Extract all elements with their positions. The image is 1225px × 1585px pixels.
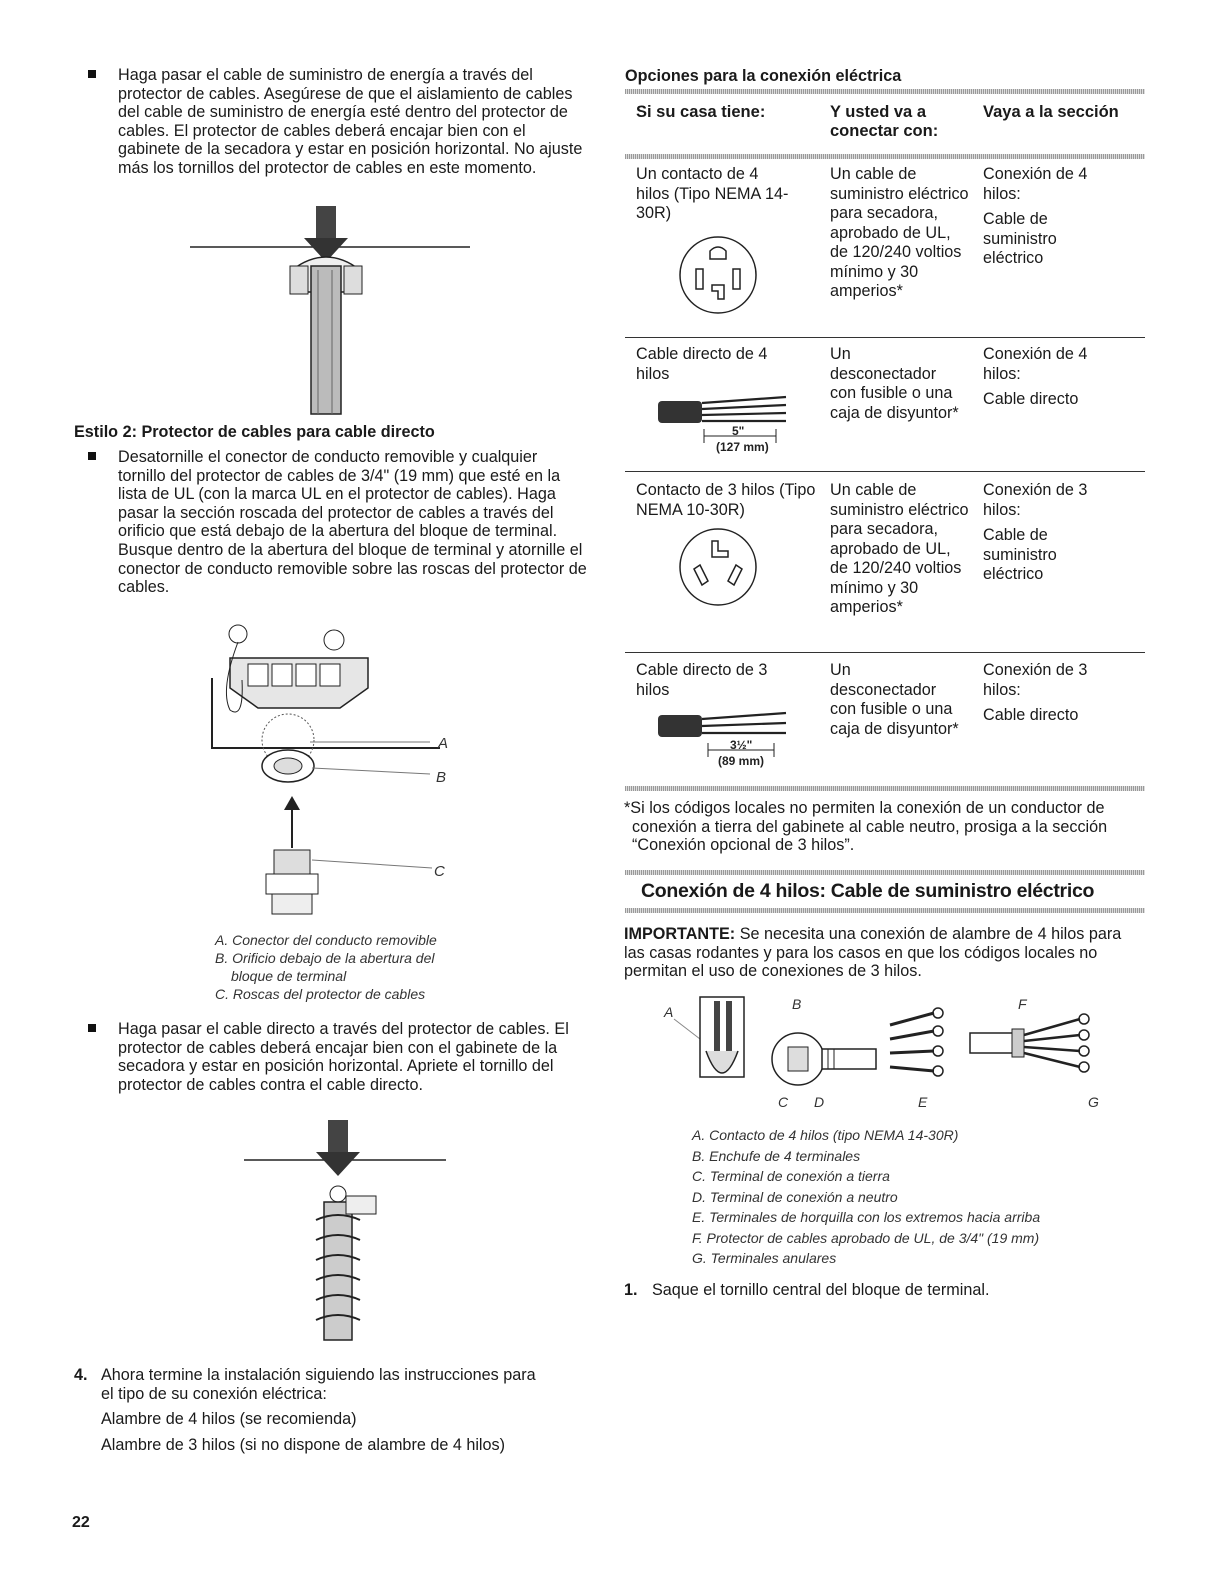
section-sub: Cable de suministro eléctrico [983, 526, 1057, 583]
section-name: Conexión de 4 hilos: [983, 165, 1088, 203]
step-text: Saque el tornillo central del bloque de terminal. [652, 1281, 990, 1299]
step-option: Alambre de 4 hilos (se recomienda) [101, 1410, 357, 1429]
left-column [88, 66, 598, 178]
label-f: F [1018, 996, 1027, 1012]
power-cord [311, 266, 341, 414]
dim-metric: (89 mm) [718, 754, 765, 768]
dim-length: 5" [732, 424, 745, 438]
step-option: Alambre de 3 hilos (si no dispone de alambre de 4 hilos) [101, 1435, 506, 1454]
row-divider [625, 652, 1145, 653]
connector-inner [274, 758, 302, 774]
cell-house: Un contacto de 4 hilos (Tipo NEMA 14-30R) [636, 165, 789, 222]
table-row [636, 345, 1146, 465]
label-d: D [814, 1094, 825, 1110]
screw-head [330, 1186, 346, 1202]
terminal-block-figure [200, 620, 470, 920]
direct-cable-4-icon [646, 391, 806, 457]
label-b: B [792, 996, 802, 1012]
section-sub: Cable directo [983, 390, 1079, 408]
step-4 [74, 1366, 574, 1454]
outlet-4-prong-icon [676, 233, 760, 317]
strain-relief [1012, 1029, 1024, 1057]
label-a: A [664, 1004, 674, 1020]
step-text: Ahora termine la instalación siguiendo las instrucciones para el tipo de su conexión eléctrica: [101, 1366, 536, 1403]
caption-line: E. Terminales de horquilla con los extremos hacia arriba [692, 1209, 1041, 1225]
caption-line: B. Orificio debajo de la abertura del [215, 950, 435, 966]
cell-section [983, 481, 1143, 585]
terminal-screw [296, 664, 316, 686]
important-paragraph [624, 925, 1139, 981]
left-column-3 [88, 1020, 598, 1094]
cell-section [983, 165, 1143, 269]
bullet-paragraph [88, 448, 598, 597]
caption-line: D. Terminal de conexión a neutro [692, 1188, 898, 1205]
bullet-icon [88, 452, 96, 460]
clamp-ear-right [344, 266, 362, 294]
clamp-body [266, 874, 318, 894]
leader-c [312, 860, 432, 868]
terminal-screw [248, 664, 268, 686]
bullet-text: Desatornille el conector de conducto removible y cualquier tornillo del protector de cables de 3/4" (19 mm) que esté en la lista de UL (con la marca UL en el protector de cables). Haga pasar la sección roscada del protector de cables a través del orificio que está debajo de la abertura del bloque de terminal. Busque dentro de la abertura del bloque de terminal y atornille el conector de conducto removible sobre las roscas del protector de cables. [118, 448, 587, 597]
dim-length: 3½" [730, 738, 753, 752]
bullet-text: Haga pasar el cable directo a través del protector de cables. El protector de cables deberá encajar bien con el gabinete de la secadora y estar en posición horizontal. Apriete el tornillo del protector de cables contra el cable directo. [118, 1020, 569, 1094]
leader-b [312, 768, 430, 774]
caption-line: B. Enchufe de 4 terminales [692, 1147, 861, 1164]
important-label: IMPORTANTE: [624, 925, 736, 943]
hatched-rule [625, 154, 1145, 159]
green-ground-screw [229, 625, 247, 643]
thread-section [274, 850, 310, 874]
hatched-rule [625, 786, 1145, 791]
left-column-2 [88, 448, 598, 597]
caption-line: bloque de terminal [231, 968, 347, 984]
bullet-icon [88, 70, 96, 78]
hatched-rule [625, 89, 1145, 94]
arrow-head [316, 1152, 360, 1176]
cell-section [983, 345, 1143, 410]
terminal-screw [320, 664, 340, 686]
bullet-icon [88, 1024, 96, 1032]
caption-line: A. Conector del conducto removible [215, 932, 437, 948]
caption-line: A. Contacto de 4 hilos (tipo NEMA 14-30R) [692, 1127, 959, 1143]
direct-cable-3-icon [646, 705, 806, 771]
options-title: Opciones para la conexión eléctrica [625, 67, 902, 85]
clamp-screw [272, 894, 312, 914]
plug-cord [822, 1049, 876, 1069]
section-name: Conexión de 3 hilos: [983, 661, 1088, 699]
step-number: 4. [74, 1366, 88, 1384]
caption-line: C. Roscas del protector de cables [215, 986, 426, 1002]
cell-section [983, 661, 1143, 726]
section-name: Conexión de 3 hilos: [983, 481, 1088, 519]
clamp-ear-left [290, 266, 308, 294]
cell-connect: Un desconectador con fusible o una caja de disyuntor* [830, 661, 959, 738]
table-row [636, 165, 1146, 325]
bullet-text: Haga pasar el cable de suministro de energía a través del protector de cables. Asegúrese de que el aislamiento de cables del cable de suministro de energía esté dentro del protector de cables. El protector de cables deberá encajar bien con el gabinete de la secadora y estar en posición horizontal. No ajuste más los tornillos del protector de cables en este momento. [118, 66, 583, 177]
hatched-rule [625, 908, 1145, 913]
clamp [346, 1196, 376, 1214]
caption-line: F. Protector de cables aprobado de UL, de 3/4" (19 mm) [692, 1229, 1040, 1246]
header-col2: Y usted va a conectar con: [830, 103, 939, 140]
arrow-shaft [328, 1120, 348, 1154]
label-c: C [434, 863, 445, 880]
caption-line: C. Terminal de conexión a tierra [692, 1168, 890, 1184]
dim-metric: (127 mm) [716, 440, 769, 454]
table-row [636, 661, 1146, 781]
header-col3: Vaya a la sección [983, 103, 1119, 121]
label-g: G [1088, 1094, 1099, 1110]
step-1 [624, 1281, 1124, 1300]
footnote: *Si los códigos locales no permiten la conexión de un conductor de conexión a tierra del gabinete al cable neutro, prosiga a la sección “Conexión opcional de 3 hilos”. [624, 799, 1108, 855]
label-a: A [438, 735, 449, 752]
row-divider [625, 471, 1145, 472]
header-col1: Si su casa tiene: [636, 103, 766, 121]
figure-captions [215, 931, 515, 1003]
style2-heading: Estilo 2: Protector de cables para cable directo [74, 423, 435, 441]
important-text: Se necesita una conexión de alambre de 4 hilos para las casas rodantes y para los casos en que los códigos locales no permitan el uso de conexiones de 3 hilos. [624, 925, 1122, 981]
mount-tab [324, 630, 344, 650]
cell-connect: Un cable de suministro eléctrico para secadora, aprobado de UL, de 120/240 voltios mínimo y 30 amperios* [830, 481, 969, 616]
section-name: Conexión de 4 hilos: [983, 345, 1088, 383]
cell-house: Contacto de 3 hilos (Tipo NEMA 10-30R) [636, 481, 816, 519]
four-wire-figure [660, 995, 1110, 1117]
caption-line: G. Terminales anulares [692, 1250, 837, 1266]
cell-house: Cable directo de 3 hilos [636, 661, 768, 699]
bullet-paragraph [88, 1020, 598, 1094]
section-sub: Cable de suministro eléctrico [983, 210, 1057, 267]
cell-connect: Un desconectador con fusible o una caja de disyuntor* [830, 345, 959, 422]
table-row [636, 481, 1146, 641]
outlet-3-prong-icon [676, 525, 760, 609]
row-divider [625, 337, 1145, 338]
hatched-rule [625, 870, 1145, 875]
conduit-spiral [324, 1202, 352, 1340]
arrow-up-head [284, 796, 300, 810]
ring-wires [1024, 1019, 1080, 1067]
direct-wire-figure [240, 1120, 450, 1352]
cord-end [970, 1033, 1014, 1053]
label-e: E [918, 1094, 928, 1110]
strain-relief-figure [180, 200, 480, 415]
page-number: 22 [72, 1514, 90, 1531]
terminal-screw [272, 664, 292, 686]
cell-connect: Un cable de suministro eléctrico para secadora, aprobado de UL, de 120/240 voltios mínimo y 30 amperios* [830, 165, 969, 300]
section-title: Conexión de 4 hilos: Cable de suministro eléctrico [641, 880, 1095, 902]
four-wire-captions [692, 1125, 1122, 1269]
label-b: B [436, 769, 447, 786]
bullet-paragraph [88, 66, 598, 178]
step-number: 1. [624, 1281, 638, 1299]
spade-wires [890, 1013, 934, 1071]
section-sub: Cable directo [983, 706, 1079, 724]
arrow-shaft [316, 206, 336, 240]
label-c: C [778, 1094, 789, 1110]
cell-house: Cable directo de 4 hilos [636, 345, 768, 383]
